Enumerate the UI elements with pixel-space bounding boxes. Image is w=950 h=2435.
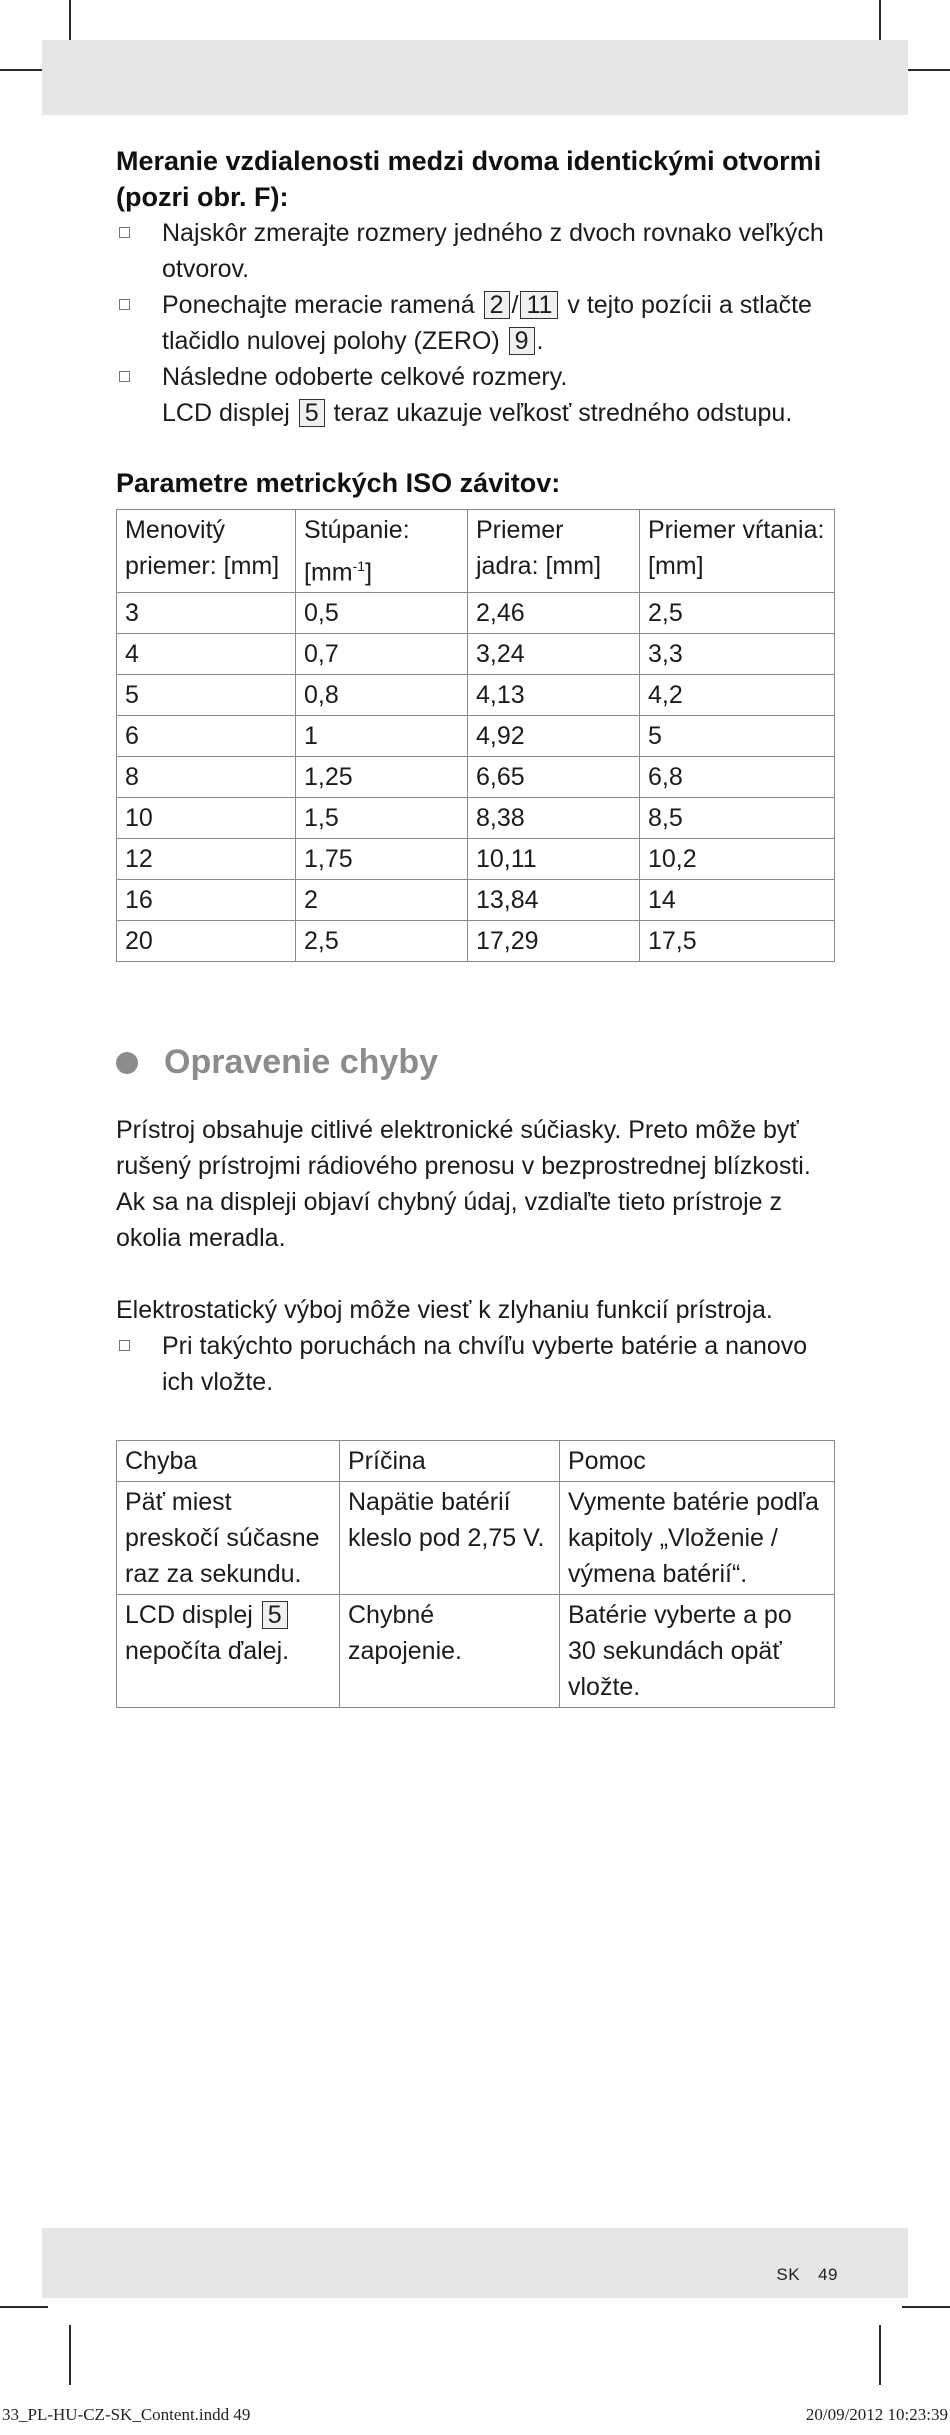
table-cell: 12	[117, 839, 296, 880]
file-slug: 33_PL-HU-CZ-SK_Content.indd 49	[2, 2405, 251, 2424]
table-cell: Päť miest preskočí súčasne raz za sekundu.	[117, 1482, 340, 1595]
table-row	[117, 634, 835, 675]
table-cell: 0,5	[296, 593, 468, 634]
part-reference: 9	[509, 327, 535, 355]
page-content	[116, 143, 834, 1708]
table-row	[117, 675, 835, 716]
list-item	[116, 287, 834, 359]
part-reference: 2	[484, 291, 510, 319]
checkbox-bullet-icon	[119, 1340, 130, 1351]
checkbox-bullet-icon	[119, 371, 130, 382]
table-cell: 0,8	[296, 675, 468, 716]
table-cell: Vymente batérie podľa kapitoly „Vloženie / výmena batérií“.	[560, 1482, 835, 1595]
iso-thread-heading: Parametre metrických ISO závitov:	[116, 468, 561, 498]
table-row	[117, 593, 835, 634]
table-cell: 20	[117, 921, 296, 962]
list-item	[116, 215, 834, 287]
crop-mark	[902, 2306, 950, 2308]
table-cell: Napätie batérií kleslo pod 2,75 V.	[340, 1482, 560, 1595]
table-cell: 2,5	[296, 921, 468, 962]
electrostatic-paragraph: Elektrostatický výboj môže viesť k zlyhaniu funkcií prístroja.	[116, 1296, 773, 1325]
crop-mark	[879, 2325, 881, 2385]
part-reference: 11	[520, 291, 558, 319]
table-cell: 4,92	[468, 716, 640, 757]
step-text: LCD displej	[162, 399, 290, 427]
step-text: Najskôr zmerajte rozmery jedného z dvoch rovnako veľkých otvorov.	[162, 219, 824, 283]
table-cell: Batérie vyberte a po 30 sekundách opäť vložte.	[560, 1595, 835, 1708]
table-row	[117, 716, 835, 757]
crop-mark	[902, 69, 950, 71]
footer-band	[42, 2228, 908, 2298]
table-cell: 2,5	[640, 593, 835, 634]
table-row	[117, 1595, 835, 1708]
table-cell: 2,46	[468, 593, 640, 634]
remedy-list	[116, 1328, 834, 1400]
page-number: 49	[818, 2265, 838, 2284]
list-item	[116, 359, 834, 431]
table-cell: 1,75	[296, 839, 468, 880]
header-unit: [mm	[304, 558, 353, 587]
separator: /	[511, 291, 519, 319]
table-cell: 14	[640, 880, 835, 921]
checkbox-bullet-icon	[119, 227, 130, 238]
part-reference: 5	[299, 399, 325, 427]
step-text: teraz ukazuje veľkosť stredného odstupu.	[333, 399, 793, 427]
step-text: v tejto pozícii a stlačte tlačidlo nulovej polohy (ZERO)	[162, 291, 812, 355]
table-cell: 1	[296, 716, 468, 757]
header-unit-bracket: ]	[365, 558, 373, 587]
remedy-text: Pri takýchto poruchách na chvíľu vyberte batérie a nanovo ich vložte.	[162, 1332, 808, 1397]
step-text: Ponechajte meracie ramená	[162, 291, 475, 319]
step-text: Následne odoberte celkové rozmery.	[162, 363, 568, 391]
table-cell: 6	[117, 716, 296, 757]
fault-table	[116, 1440, 835, 1708]
table-cell: Chybné zapojenie.	[340, 1595, 560, 1708]
crop-mark	[69, 2325, 71, 2385]
table-cell: 17,5	[640, 921, 835, 962]
page-folio	[776, 2265, 838, 2285]
table-cell: 3,3	[640, 634, 835, 675]
header-unit-exponent: -1	[352, 558, 366, 574]
table-cell: 4,2	[640, 675, 835, 716]
table-cell: 10,11	[468, 839, 640, 880]
table-cell: 5	[640, 716, 835, 757]
table-cell: 8	[117, 757, 296, 798]
bullet-dot-icon	[116, 1052, 138, 1074]
table-row	[117, 880, 835, 921]
iso-thread-table	[116, 509, 835, 962]
table-header-row	[117, 510, 835, 593]
table-cell: 17,29	[468, 921, 640, 962]
column-header: Priemer vŕtania: [mm]	[640, 510, 835, 593]
table-row	[117, 921, 835, 962]
table-cell: 8,38	[468, 798, 640, 839]
table-cell: 16	[117, 880, 296, 921]
table-cell: 8,5	[640, 798, 835, 839]
step-text: .	[536, 327, 544, 355]
checkbox-bullet-icon	[119, 299, 130, 310]
table-row	[117, 798, 835, 839]
column-header	[296, 510, 468, 593]
heading-text: Opravenie chyby	[164, 1043, 439, 1082]
cell-text: LCD displej	[125, 1601, 253, 1630]
table-cell: 6,65	[468, 757, 640, 798]
language-code: SK	[776, 2265, 801, 2284]
timestamp-slug: 20/09/2012 10:23:39	[805, 2405, 948, 2424]
table-cell: 2	[296, 880, 468, 921]
column-header: Menovitý priemer: [mm]	[117, 510, 296, 593]
table-cell: 3,24	[468, 634, 640, 675]
table-cell: 13,84	[468, 880, 640, 921]
interference-paragraph: Prístroj obsahuje citlivé elektronické súčiasky. Preto môže byť rušený prístrojmi rádiového prenosu v bezprostrednej blízkosti. Ak sa na displeji objaví chybný údaj, vzdiaľte tieto prístroje z okolia meradla.	[116, 1116, 811, 1253]
table-cell: 10,2	[640, 839, 835, 880]
table-cell: 4,13	[468, 675, 640, 716]
cell-text: nepočíta ďalej.	[125, 1637, 290, 1666]
table-cell: 1,5	[296, 798, 468, 839]
column-header: Priemer jadra: [mm]	[468, 510, 640, 593]
column-header: Chyba	[117, 1441, 340, 1482]
crop-mark	[0, 69, 48, 71]
table-cell: 1,25	[296, 757, 468, 798]
table-cell	[117, 1595, 340, 1708]
column-header: Príčina	[340, 1441, 560, 1482]
table-row	[117, 757, 835, 798]
table-cell: 0,7	[296, 634, 468, 675]
column-header: Pomoc	[560, 1441, 835, 1482]
table-cell: 4	[117, 634, 296, 675]
list-item	[116, 1328, 834, 1400]
table-cell: 10	[117, 798, 296, 839]
part-reference: 5	[262, 1601, 288, 1629]
table-cell: 3	[117, 593, 296, 634]
header-band	[42, 40, 908, 115]
table-header-row	[117, 1441, 835, 1482]
table-cell: 6,8	[640, 757, 835, 798]
table-row	[117, 839, 835, 880]
measure-holes-heading: Meranie vzdialenosti medzi dvoma identickými otvormi (pozri obr. F):	[116, 146, 822, 212]
table-cell: 5	[117, 675, 296, 716]
measure-steps-list	[116, 215, 834, 431]
troubleshooting-heading	[116, 1040, 834, 1084]
header-text: Stúpanie:	[304, 516, 410, 544]
table-row	[117, 1482, 835, 1595]
crop-mark	[0, 2306, 48, 2308]
